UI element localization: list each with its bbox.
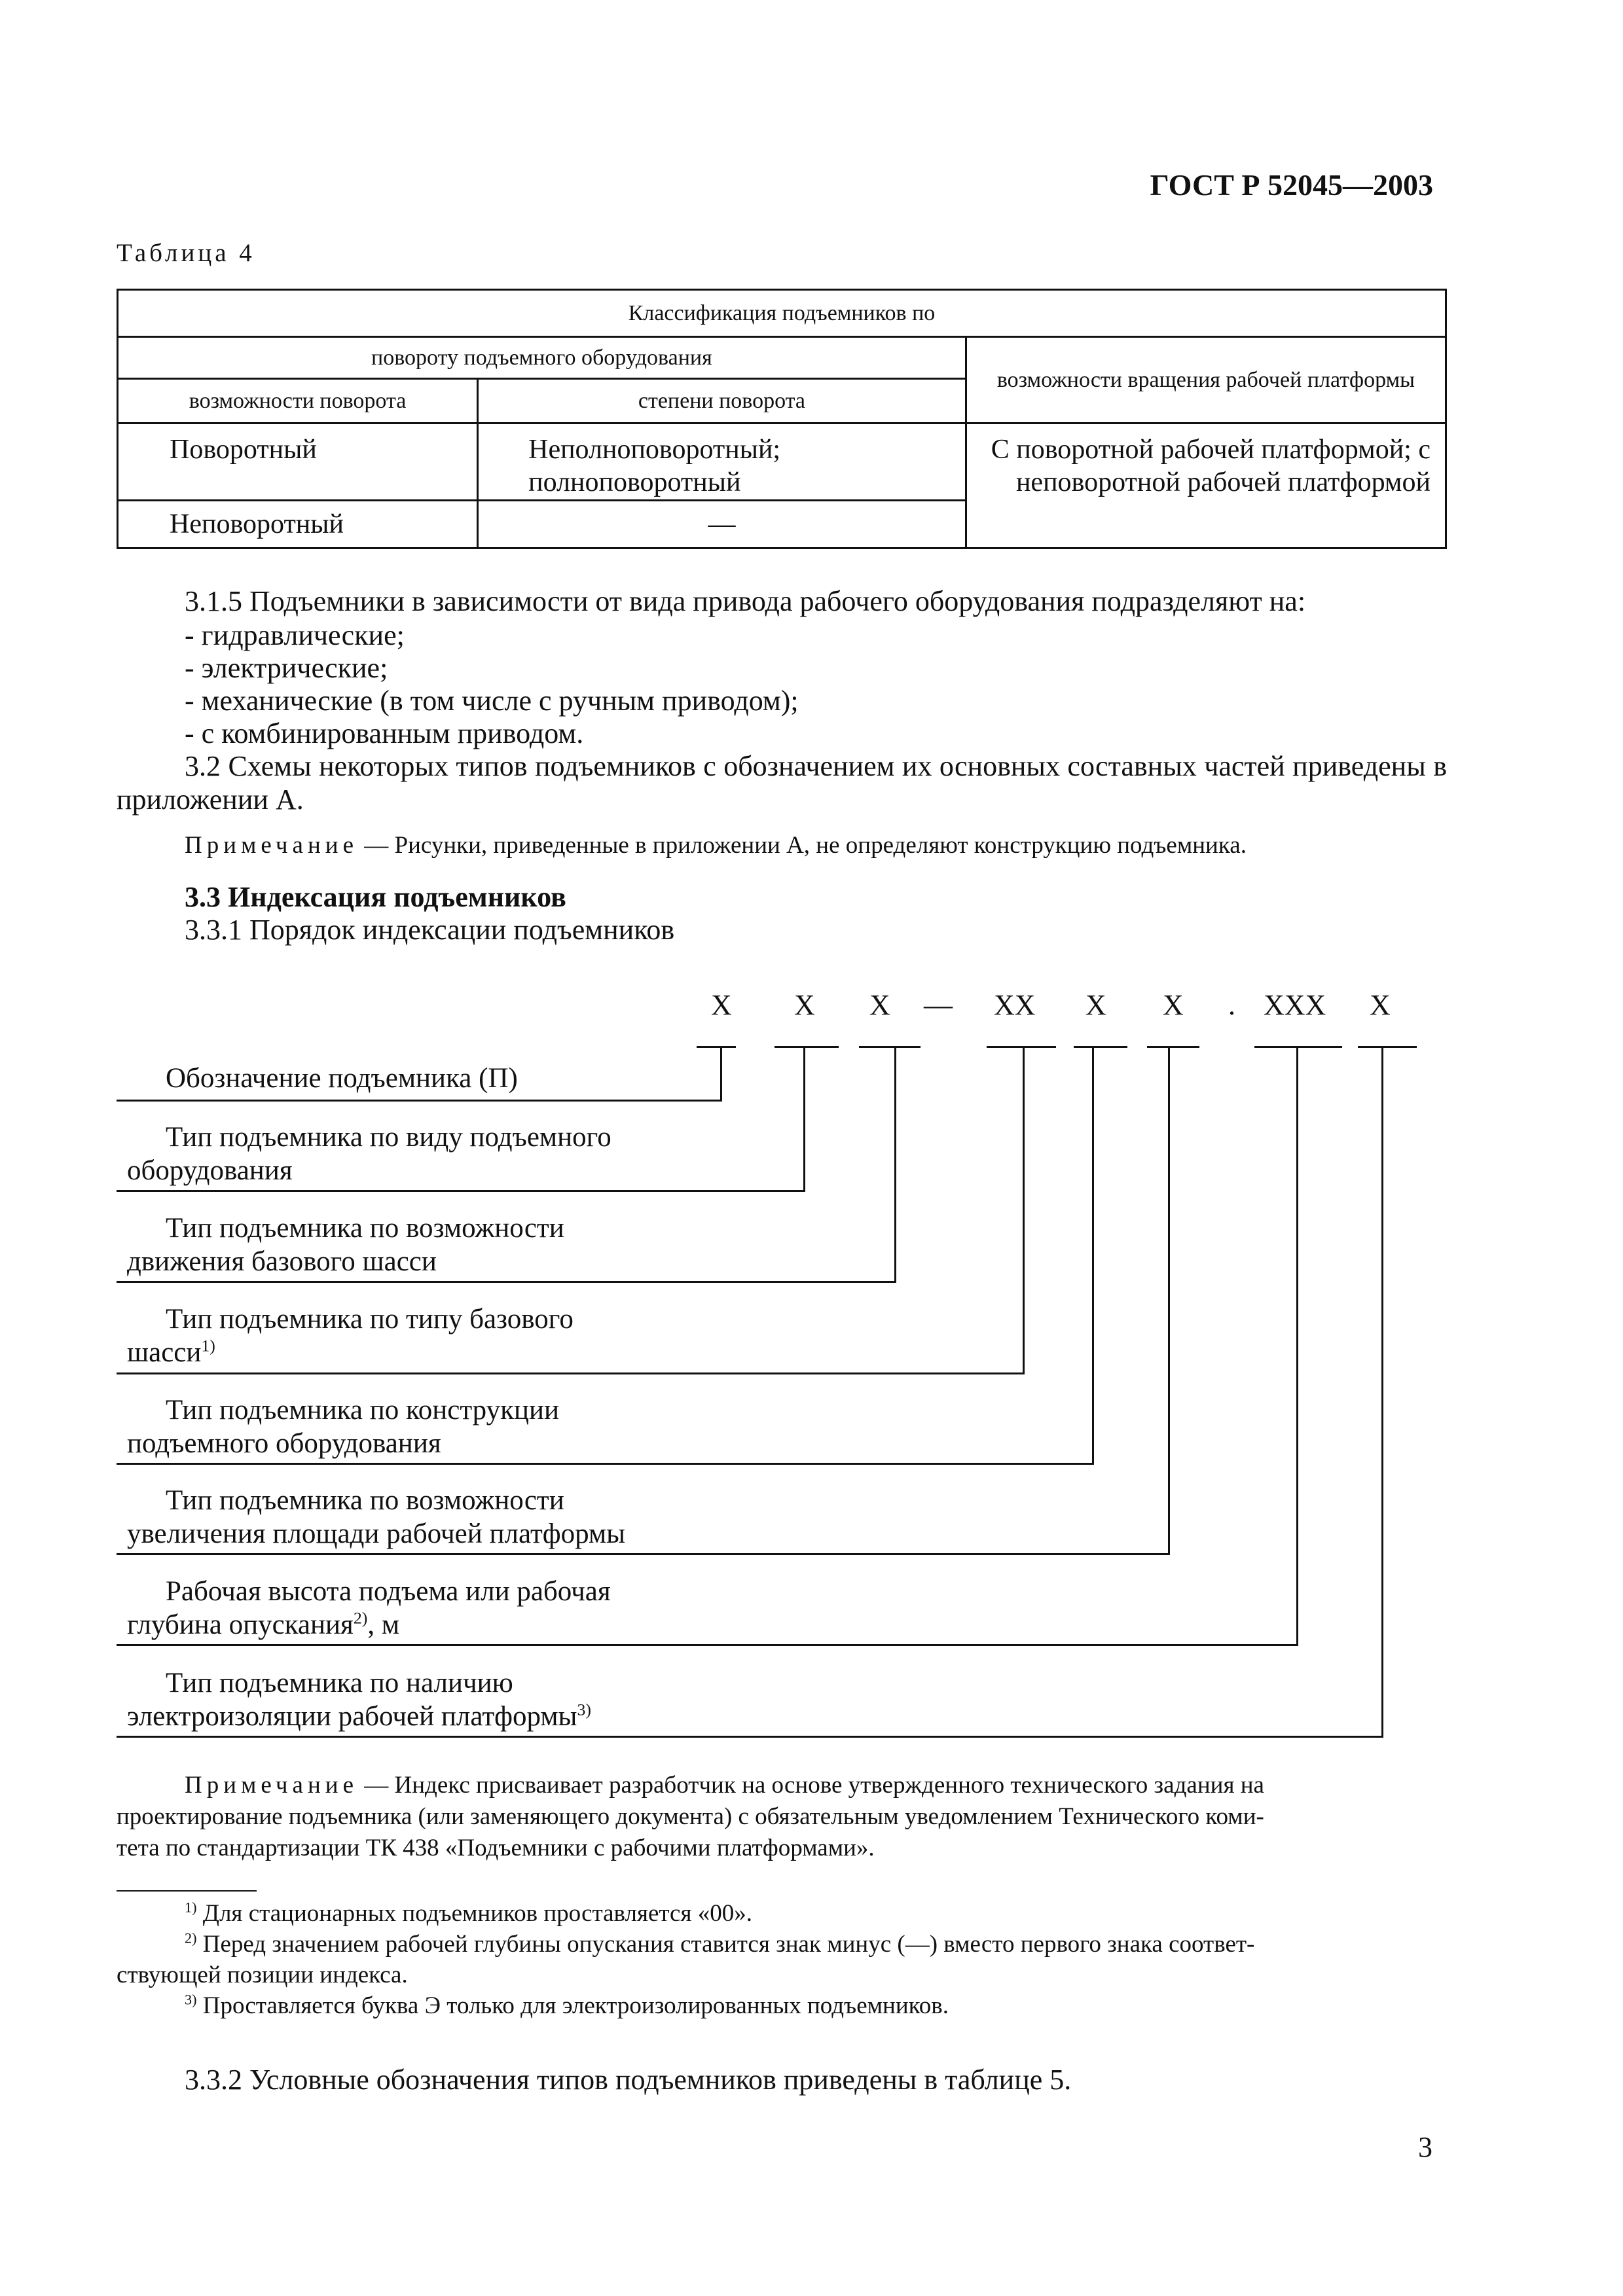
leader-vertical xyxy=(1168,1046,1170,1553)
table-title-cell: Классификация подъемников по xyxy=(118,290,1446,337)
index-label-equipment-type xyxy=(127,1121,611,1187)
label-line xyxy=(127,1608,611,1641)
footnote-ref: 2) xyxy=(353,1608,368,1628)
label-unit: , м xyxy=(367,1609,400,1640)
leader-vertical xyxy=(720,1046,722,1100)
section-heading: 3.3 Индексация подъемников xyxy=(185,881,566,913)
index-label-insulation xyxy=(127,1666,591,1733)
document-code: ГОСТ Р 52045—2003 xyxy=(1150,168,1433,202)
para-3-1-5-intro: 3.1.5 Подъемники в зависимости от вида привода рабочего оборудования подразделяют на: xyxy=(185,585,1306,617)
note-1 xyxy=(185,830,1448,861)
index-code-char: X xyxy=(1163,989,1184,1021)
footnote-mark: 2) xyxy=(185,1929,197,1946)
leader-vertical xyxy=(1296,1046,1298,1644)
label-line xyxy=(127,1336,574,1369)
leader-horizontal xyxy=(117,1736,1383,1738)
index-code-dash: — xyxy=(924,989,953,1021)
position-underline xyxy=(859,1046,921,1048)
footnote-text: Проставляется буква Э только для электроизолированных подъемников. xyxy=(202,1992,949,2019)
leader-horizontal xyxy=(117,1100,722,1102)
note-2 xyxy=(117,1770,1447,1864)
footnote-mark: 1) xyxy=(185,1899,197,1916)
index-code-char: X xyxy=(711,989,732,1021)
label-text: электроизоляции рабочей платформы xyxy=(127,1701,577,1732)
row2-degree: — xyxy=(478,501,966,548)
label-line: подъемного оборудования xyxy=(127,1428,441,1459)
footnote-separator xyxy=(117,1890,257,1892)
leader-vertical xyxy=(894,1046,896,1281)
subsection-heading: 3.3.1 Порядок индексации подъемников xyxy=(185,914,675,946)
para-3-3-2: 3.3.2 Условные обозначения типов подъемников приведены в таблице 5. xyxy=(185,2064,1072,2096)
leader-horizontal xyxy=(117,1281,896,1283)
position-underline xyxy=(1074,1046,1127,1048)
index-code-char: X xyxy=(794,989,815,1021)
list-item: - с комбинированным приводом. xyxy=(185,717,584,749)
note-line xyxy=(117,1770,1447,1801)
label-line: Тип подъемника по типу базового xyxy=(166,1304,574,1335)
para-3-2: 3.2 Схемы некоторых типов подъемников с обозначением их основных составных частей приведены в приложении А. xyxy=(117,750,1447,816)
footnote-mark: 3) xyxy=(185,1991,197,2008)
index-label-working-height xyxy=(127,1575,611,1641)
leader-horizontal xyxy=(117,1463,1094,1465)
group-rotation-header: возможности вращения рабочей платформы xyxy=(966,337,1446,423)
label-text: шасси xyxy=(127,1337,202,1368)
footnote-ref: 1) xyxy=(201,1336,215,1355)
leader-vertical xyxy=(803,1046,805,1190)
footnotes xyxy=(117,1898,1447,2021)
index-code-char: X xyxy=(869,989,890,1021)
col-turn-possibility-header: возможности поворота xyxy=(118,379,478,423)
note-text: — Индекс присваивает разработчик на основе утвержденного технического задания на xyxy=(358,1772,1264,1799)
note-text: — Рисунки, приведенные в приложении А, не определяют конструкцию подъемника. xyxy=(358,832,1247,859)
leader-horizontal xyxy=(117,1644,1298,1646)
list-item: - механические (в том числе с ручным приводом); xyxy=(185,685,799,717)
label-line: оборудования xyxy=(127,1155,293,1186)
note-label: Примечание xyxy=(185,832,358,859)
leader-horizontal xyxy=(117,1372,1025,1374)
note-label: Примечание xyxy=(185,1772,358,1799)
footnote-continuation: ствующей позиции индекса. xyxy=(117,1962,408,1988)
leader-horizontal xyxy=(117,1190,805,1192)
leader-vertical xyxy=(1381,1046,1383,1736)
index-label-chassis-motion xyxy=(127,1211,564,1278)
footnote-text: Перед значением рабочей глубины опускания ставится знак минус (—) вместо первого знака соответ- xyxy=(202,1931,1255,1958)
list-item: - электрические; xyxy=(185,652,388,684)
group-turn-header: повороту подъемного оборудования xyxy=(118,337,966,379)
label-line xyxy=(127,1700,591,1733)
footnote-text: Для стационарных подъемников проставляется «00». xyxy=(202,1900,752,1927)
index-label-chassis-type xyxy=(127,1302,574,1369)
label-line: увеличения площади рабочей платформы xyxy=(127,1518,626,1549)
footnote xyxy=(117,1929,1447,1960)
label-line: Тип подъемника по возможности xyxy=(166,1213,564,1244)
position-underline xyxy=(1147,1046,1199,1048)
note-line: тета по стандартизации ТК 438 «Подъемники с рабочими платформами». xyxy=(117,1835,875,1861)
table-caption: Таблица 4 xyxy=(117,239,255,267)
index-code-char: XX xyxy=(994,989,1036,1021)
index-label-platform-extension xyxy=(127,1484,625,1551)
list-item: - гидравлические; xyxy=(185,619,405,651)
label-line: движения базового шасси xyxy=(127,1246,437,1277)
row1-possibility: Поворотный xyxy=(118,423,478,501)
label-text: глубина опускания xyxy=(127,1609,354,1640)
note-line: проектирование подъемника (или заменяющего документа) с обязательным уведомлением Технического коми- xyxy=(117,1803,1264,1830)
leader-horizontal xyxy=(117,1553,1170,1555)
leader-vertical xyxy=(1092,1046,1094,1463)
footnote xyxy=(117,1898,1447,1929)
index-code-dot: . xyxy=(1228,989,1235,1021)
index-label-designation xyxy=(166,1062,518,1095)
footnote xyxy=(117,1990,1447,2021)
classification-table xyxy=(117,289,1447,549)
page-number: 3 xyxy=(1418,2131,1432,2163)
position-underline xyxy=(987,1046,1056,1048)
position-underline xyxy=(1254,1046,1342,1048)
position-underline xyxy=(1358,1046,1417,1048)
leader-vertical xyxy=(1023,1046,1025,1372)
position-underline xyxy=(697,1046,736,1048)
label-line: Тип подъемника по возможности xyxy=(166,1485,564,1516)
label-line: Тип подъемника по наличию xyxy=(166,1668,513,1698)
label-line: Рабочая высота подъема или рабочая xyxy=(166,1576,611,1607)
col-turn-degree-header: степени поворота xyxy=(478,379,966,423)
row1-rotation: С поворотной рабочей платформой; с неповоротной рабочей платформой xyxy=(966,423,1446,548)
label-line: Тип подъемника по виду подъемного xyxy=(166,1122,611,1153)
label-line: Обозначение подъемника (П) xyxy=(166,1063,518,1094)
index-code-char: X xyxy=(1085,989,1106,1021)
row1-degree: Неполноповоротный; полноповоротный xyxy=(478,423,966,501)
label-line: Тип подъемника по конструкции xyxy=(166,1395,559,1426)
row2-possibility: Неповоротный xyxy=(118,501,478,548)
index-label-equipment-design xyxy=(127,1393,559,1460)
index-code-char: X xyxy=(1370,989,1391,1021)
footnote-ref: 3) xyxy=(577,1700,591,1719)
position-underline xyxy=(775,1046,839,1048)
index-code-char: XXX xyxy=(1264,989,1326,1021)
